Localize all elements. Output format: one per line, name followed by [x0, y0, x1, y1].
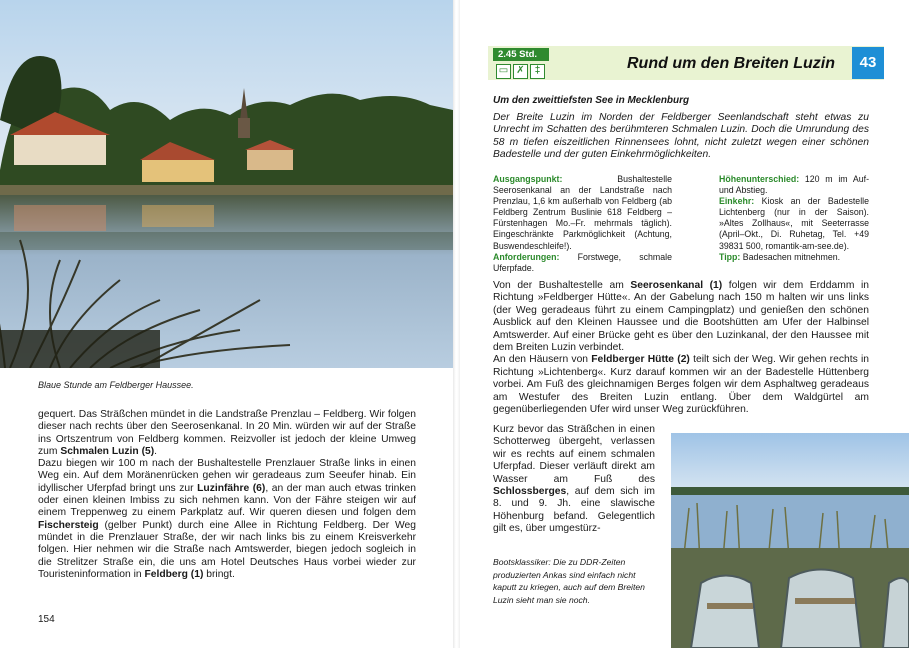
- info-refreshment: Einkehr: Kiosk an der Badestelle Lichtenberg (nur in der Saison). »Altes Zollhaus«, mit Seeterrasse (April–Okt., Di. Ruhetag, Tel. +49 39831 500, romantik-am-see.de).: [719, 196, 869, 251]
- bus-icon: ▭: [496, 64, 511, 79]
- lake-photo: [0, 0, 453, 368]
- info-start: Ausgangspunkt: Bushaltestelle Seerosenkanal an der Landstraße nach Prenzlau, 1,6 km außerhalb von Feldberg (ab Feldberg Zentrum Buslinie 618 Feldberg – Fürstenhagen Mo.–Fr. mehrmals täglich). Eingeschränkte Parkmöglichkeit (Achtung, Buswendeschleife!).: [493, 174, 672, 251]
- tour-icons: [496, 64, 545, 79]
- family-icon: ‡: [530, 64, 545, 79]
- info-requirements: Anforderungen: Forstwege, schmale Uferpfade.: [493, 251, 672, 273]
- paragraph: An den Häusern von Feldberger Hütte (2) teilt sich der Weg. Wir gehen rechts in Richtung »Lichtenberg«. Kurz darauf kommen wir an der Badestelle Hüttenberg vorbei. Am Fuß des gleichnamigen Berges folgen wir dem Asphaltweg geradeaus am Westufer des Breiten Luzin entlang. Über dem Waldgürtel am gegenüberliegenden Ufer wird unser Weg zurückführen.: [493, 354, 869, 416]
- tour-title: Rund um den Breiten Luzin: [627, 55, 835, 72]
- info-column-right: [719, 174, 869, 263]
- route-description: [493, 280, 869, 416]
- body-text: [38, 409, 416, 581]
- paragraph: Kurz bevor das Sträßchen in einen Schotterweg übergeht, verlassen wir es rechts auf einem schmalen Uferpfad. Dieser verläuft direkt am Wasser am Fuß des Schlossberges, auf dem sich im 8. und 9. Jh. eine slawische Höhenburg befand. Gelegentlich gilt es, über umgestürz-: [493, 424, 655, 535]
- book-gutter: [453, 0, 460, 648]
- lake-photo-image: [0, 0, 453, 368]
- info-tip: Tipp: Badesachen mitnehmen.: [719, 251, 841, 262]
- hiker-icon: ✗: [513, 64, 528, 79]
- tour-number-badge: 43: [852, 47, 884, 79]
- paragraph: Von der Bushaltestelle am Seerosenkanal (1) folgen wir dem Erddamm in Richtung »Feldberger Hütte«. An der Gabelung nach 150 m halten wir uns links (der Weg geradeaus führt zu einem Campingplatz) und genießen den schönen Ausblick auf den Kleinen Haussee und die Bootshütten am Ufer der Halbinsel Amtswerder. Auf einer Brücke geht es über den Luzinkanal, der den Haussee mit dem Breiten Luzin verbindet.: [493, 280, 869, 354]
- paragraph: Dazu biegen wir 100 m nach der Bushaltestelle Prenzlauer Straße links in einen Weg ein. Auf dem Moränenrücken gehen wir geradeaus zum Seeufer hinab. Ein idyllischer Uferpfad bringt uns zur Luzinfähre (6), an der man auch etwas trinken oder einen kleinen Imbiss zu sich nehmen kann. Von der Fähre steigen wir auf einem Treppenweg zu einem Parkplatz auf. Wir queren diesen und folgen dem Fischersteig (gelber Punkt) durch eine Allee in Richtung Feldberg. Der Weg mündet in die Prenzlauer Straße, der wir nach links bis zu einem Kreisverkehr folgen. Hier nehmen wir die Straße nach Amtswerder, biegen jedoch sogleich in die Strelitzer Straße ein, die uns am Hotel Deutsches Haus vorbei wieder zur Touristeninformation in Feldberg (1) bringt.: [38, 458, 416, 580]
- route-description-continued: [493, 424, 655, 536]
- photo-caption: Blaue Stunde am Feldberger Haussee.: [38, 380, 194, 390]
- photo-caption-right: Bootsklassiker: Die zu DDR-Zeiten produzierten Ankas sind einfach nicht kaputt zu kriegen, auch auf dem Breiten Luzin sieht man sie noch.: [493, 557, 645, 605]
- page-number: 154: [38, 614, 55, 625]
- info-column-left: [493, 174, 672, 274]
- tour-intro: Der Breite Luzin im Norden der Feldberger Seenlandschaft steht etwas zu Unrecht im Schatten des berühmteren Schmalen Luzin. Doch die Umrundung des 58 m tiefen eiszeitlichen Rinnensees lohnt, nicht zuletzt wegen einer schönen Badestelle und der guten Einkehrmöglichkeiten.: [493, 112, 869, 161]
- tour-subtitle: Um den zweittiefsten See in Mecklenburg: [493, 95, 690, 106]
- paragraph: gequert. Das Sträßchen mündet in die Landstraße Prenzlau – Feldberg. Wir folgen dieser nach rechts über den Seerosenkanal. In 20 Min. würden wir auf der Straße ins Ortszentrum von Feldberg kommen. Reizvoller ist jedoch der kleine Umweg zum Schmalen Luzin (5).: [38, 409, 416, 457]
- duration-badge: 2.45 Std.: [493, 48, 549, 61]
- rowboats-photo: [671, 433, 909, 648]
- info-elevation: Höhenunterschied: 120 m im Auf- und Abstieg.: [719, 174, 869, 196]
- rowboats-photo-image: [671, 433, 909, 648]
